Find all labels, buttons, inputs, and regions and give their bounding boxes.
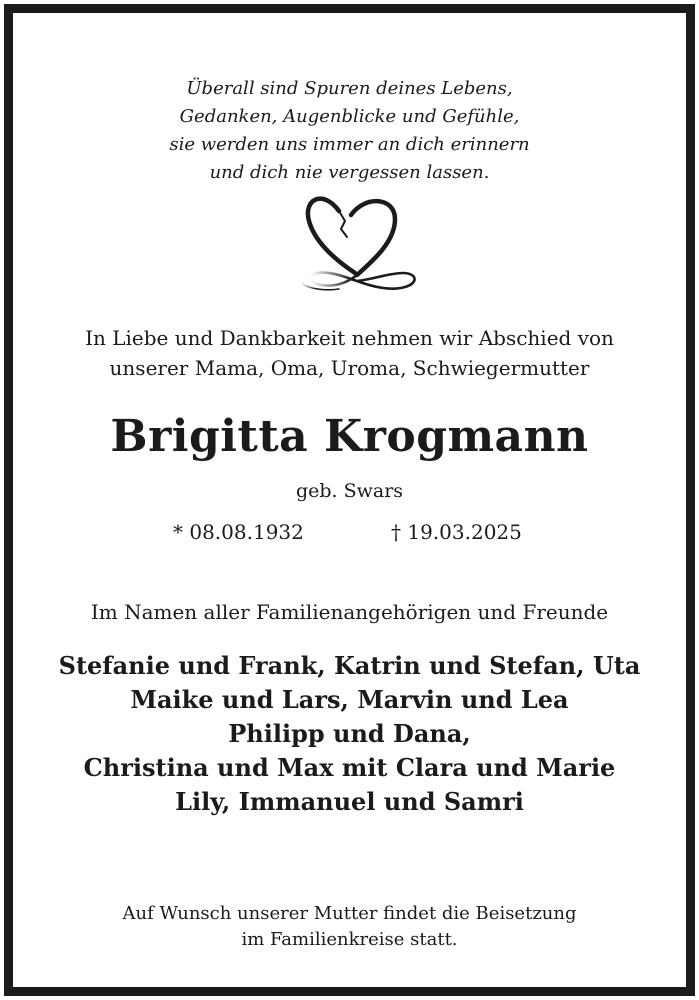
family-members: [13, 649, 686, 819]
obituary-frame: [4, 4, 695, 996]
poem-line: Gedanken, Augenblicke und Gefühle,: [179, 106, 520, 127]
deceased-name: Brigitta Krogmann: [110, 411, 589, 462]
note-line: im Familienkreise statt.: [241, 929, 458, 950]
birth-date: * 08.08.1932: [173, 520, 304, 544]
family-line: Stefanie und Frank, Katrin und Stefan, Uta: [58, 651, 641, 680]
family-line: Philipp und Dana,: [228, 719, 471, 748]
family-line: Lily, Immanuel und Samri: [175, 787, 524, 816]
poem-line: und dich nie vergessen lassen.: [209, 162, 490, 183]
burial-note: [13, 901, 686, 953]
intro-line: unserer Mama, Oma, Uroma, Schwiegermutter: [109, 356, 590, 380]
broken-heart-infinity-icon: [295, 191, 435, 301]
poem-line: sie werden uns immer an dich erinnern: [169, 134, 530, 155]
poem: [13, 75, 686, 187]
poem-line: Überall sind Spuren deines Lebens,: [186, 78, 513, 99]
intro-line: In Liebe und Dankbarkeit nehmen wir Abschied von: [85, 326, 614, 350]
family-line: Maike und Lars, Marvin und Lea: [130, 685, 569, 714]
farewell-intro: [13, 323, 686, 383]
birth-name: geb. Swars: [295, 480, 404, 502]
note-line: Auf Wunsch unserer Mutter findet die Beisetzung: [122, 903, 577, 924]
family-line: Christina und Max mit Clara und Marie: [83, 753, 616, 782]
family-intro: Im Namen aller Familienangehörigen und Freunde: [90, 600, 609, 624]
death-date: † 19.03.2025: [391, 520, 522, 544]
